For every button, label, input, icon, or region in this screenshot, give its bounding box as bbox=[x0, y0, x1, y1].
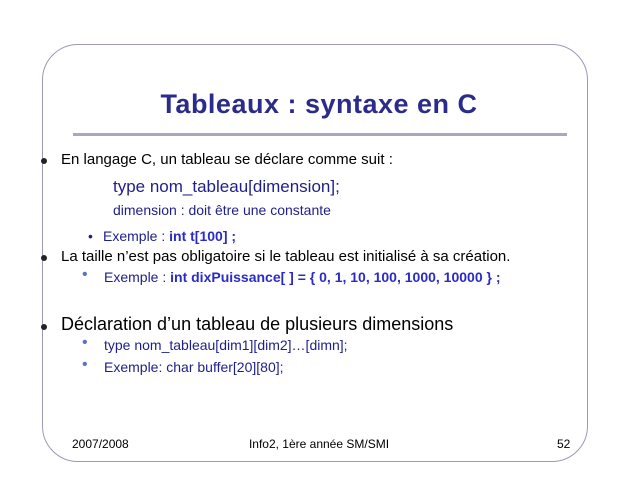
footer-page-number: 52 bbox=[557, 437, 571, 451]
syntax-line: type nom_tableau[dimension]; bbox=[113, 177, 340, 196]
footer-date: 2007/2008 bbox=[72, 437, 129, 451]
example-1-prefix: Exemple : bbox=[103, 228, 170, 244]
sub-bullet-glyph: • bbox=[88, 228, 93, 244]
example-2-prefix: Exemple : bbox=[104, 269, 171, 285]
sub-bullet-glyph: • bbox=[82, 334, 88, 351]
multidim-syntax: type nom_tableau[dim1][dim2]…[dimn]; bbox=[104, 337, 348, 353]
sub-bullet-glyph: • bbox=[82, 266, 88, 283]
example-2 bbox=[104, 269, 501, 285]
bullet-declaration-text: En langage C, un tableau se déclare comme suit : bbox=[61, 151, 393, 168]
dimension-note: dimension : doit être une constante bbox=[113, 202, 331, 218]
sub-bullet-glyph: • bbox=[82, 356, 88, 373]
bullet-dot bbox=[41, 158, 47, 164]
example-1-code: int t[100] ; bbox=[169, 228, 237, 244]
slide-title: Tableaux : syntaxe en C bbox=[160, 89, 478, 119]
bullet-dot bbox=[41, 255, 47, 261]
footer-course: Info2, 1ère année SM/SMI bbox=[248, 437, 390, 451]
example-2-code: int dixPuissance[ ] = { 0, 1, 10, 100, 1000, 10000 } ; bbox=[170, 269, 501, 285]
multidim-example: Exemple: char buffer[20][80]; bbox=[104, 359, 284, 375]
bullet-dot bbox=[41, 324, 47, 330]
bullet-size-text: La taille n’est pas obligatoire si le tableau est initialisé à sa création. bbox=[61, 248, 511, 265]
title-divider bbox=[73, 133, 567, 136]
example-1 bbox=[103, 228, 236, 244]
bullet-multidim-text: Déclaration d’un tableau de plusieurs dimensions bbox=[61, 314, 454, 334]
